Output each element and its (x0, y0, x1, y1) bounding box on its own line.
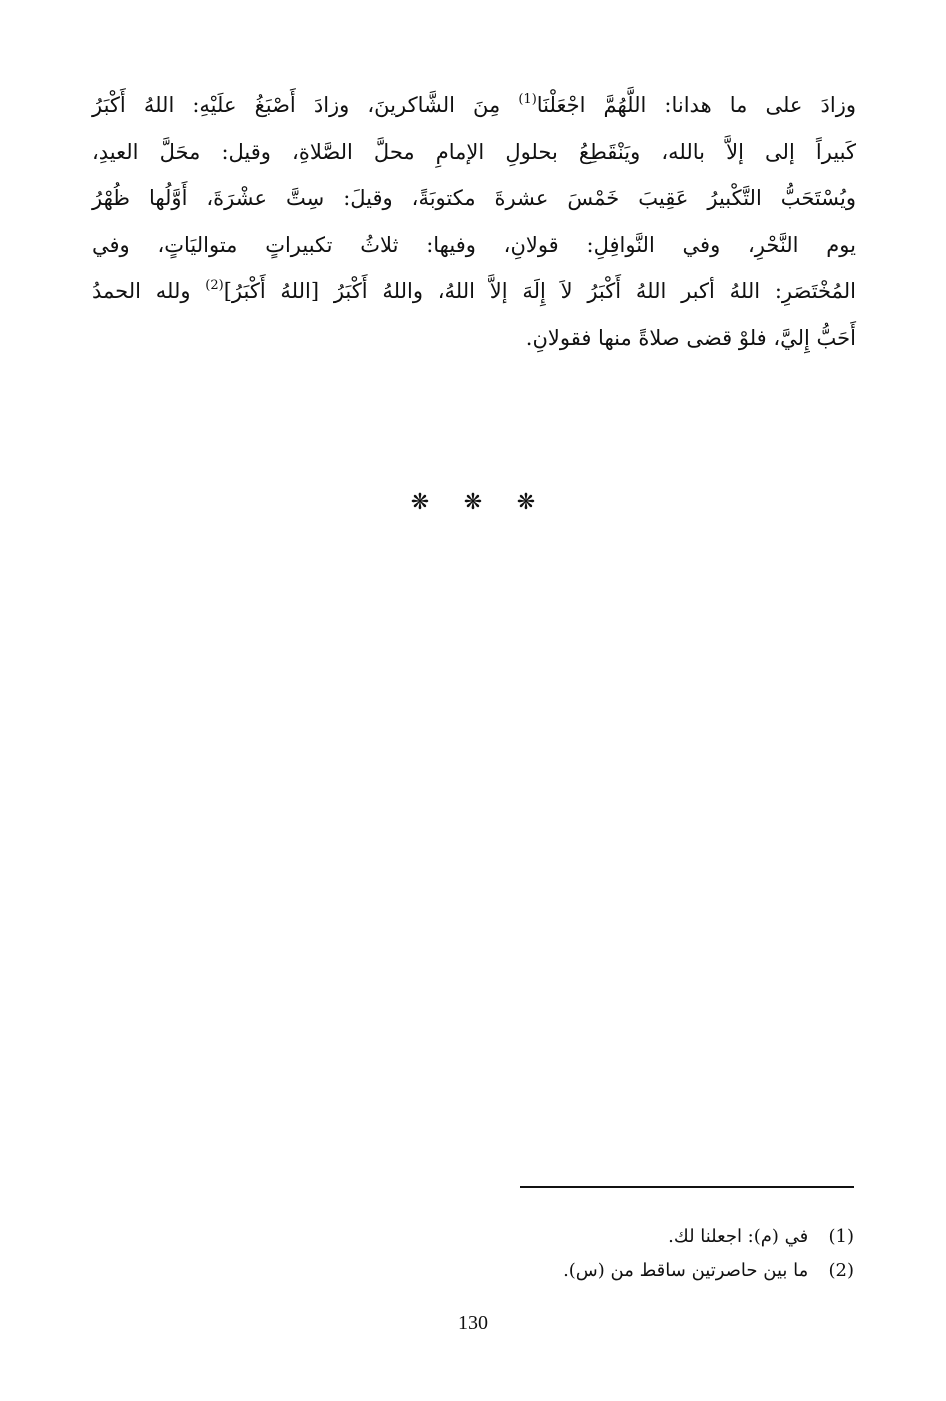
text-line-1-end: مِنَ الشَّاكرينَ، وزادَ أَصْبَغُ علَيْهِ: اللهُ أَكْبَرُ (92, 93, 501, 117)
text-line-3: ويُسْتَحَبُّ التَّكْبيرُ عَقِيبَ خَمْسَ عشرةَ مكتوبَةً، وقيلَ: سِتَّ عشْرَةَ، أَوَّلُها ظُهْرُ (92, 186, 856, 210)
text-line-1-start: وزادَ على ما هدانا: اللَّهُمَّ اجْعَلْنَا (536, 93, 856, 117)
footnotes (154, 1220, 854, 1288)
footnote-divider (520, 1186, 854, 1188)
text-line-2: كَبيراً إلى إلاَّ بالله، ويَنْقَطِعُ بحلولِ الإمامِ محلَّ الصَّلاةِ، وقيل: محَلَّ العيدِ، (92, 139, 856, 164)
footnote-1-number: (1) (828, 1226, 854, 1247)
section-separator (0, 490, 946, 515)
text-line-5-start: المُخْتَصَرِ: اللهُ أكبر اللهُ أَكْبَرُ لاَ إِلَهَ إلاَّ اللهُ، واللهُ أَكْبَرُ [اللهُ أَكْبَرُ] (223, 279, 856, 303)
asterism-icon: ❋ (463, 490, 483, 515)
asterism-icon: ❋ (516, 490, 536, 515)
footnote-2 (154, 1254, 854, 1288)
text-line-1 (92, 82, 856, 129)
footnote-1 (154, 1220, 854, 1254)
text-line-6: أَحَبُّ إِليَّ، فلوْ قضى صلاةً منها فقولانِ. (525, 325, 856, 350)
footnote-marker-1: (1) (518, 92, 537, 107)
footnote-2-number: (2) (828, 1260, 854, 1281)
footnote-2-text: ما بين حاصرتين ساقط من (س). (563, 1260, 809, 1281)
main-paragraph (92, 82, 856, 361)
text-line-5-end: ولله الحمدُ (92, 279, 191, 303)
asterism-icon: ❋ (410, 490, 430, 515)
footnote-marker-2: (2) (205, 278, 224, 293)
footnote-1-text: في (م): اجعلنا لك. (668, 1226, 809, 1247)
page-number: 130 (458, 1312, 488, 1334)
text-line-5 (92, 268, 856, 315)
text-line-4: يوم النَّحْرِ، وفي النَّوافِلِ: قولانِ، وفيها: ثلاثُ تكبيراتٍ متواليَاتٍ، وفي (92, 232, 856, 257)
